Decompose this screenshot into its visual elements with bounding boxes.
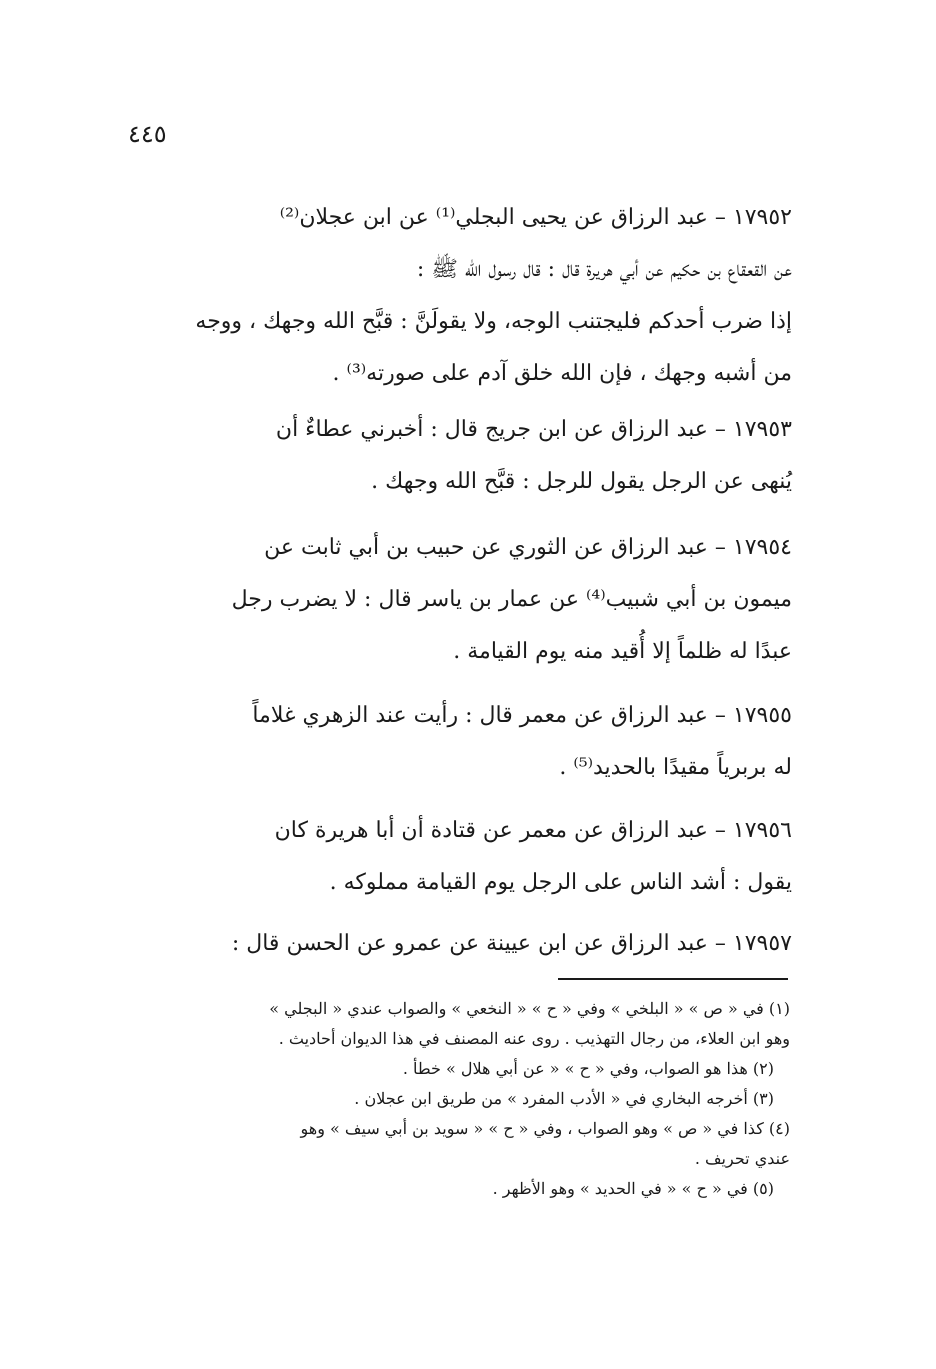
footnote-line: عندي تحريف . xyxy=(694,1149,790,1168)
hadith-entry-17957 xyxy=(122,918,792,970)
page-number: ٤٤٥ xyxy=(128,120,167,148)
footnotes xyxy=(122,994,790,1204)
text-line: ميمون بن أبي شبيب⁽⁴⁾ عن عمار بن ياسر قال : لا يضرب رجل xyxy=(231,587,792,612)
text-line: له بربرياً مقيدًا بالحديد⁽⁵⁾ . xyxy=(559,755,792,780)
text-line: ١٧٩٥٦ – عبد الرزاق عن معمر عن قتادة أن أبا هريرة كان xyxy=(274,818,792,843)
hadith-entry-17955 xyxy=(122,690,792,794)
text-line: ١٧٩٥٣ – عبد الرزاق عن ابن جريج قال : أخبرني عطاءٌ أن xyxy=(275,417,792,442)
text-line: من أشبه وجهك ، فإن الله خلق آدم على صورته⁽³⁾ . xyxy=(332,361,792,386)
hadith-entry-17952 xyxy=(122,192,792,400)
footnote-line: (٣) أخرجه البخاري في « الأدب المفرد » من طريق ابن عجلان . xyxy=(354,1089,774,1108)
text-line: يقول : أشد الناس على الرجل يوم القيامة مملوكه . xyxy=(329,870,792,895)
footnote-line: (٤) كذا في « ص » وهو الصواب ، وفي « ح » « سويد بن أبي سيف » وهو xyxy=(300,1119,790,1138)
hadith-entry-17953 xyxy=(122,404,792,508)
footnote-line: وهو ابن العلاء، من رجال التهذيب . روى عنه المصنف في هذا الديوان أحاديث . xyxy=(278,1029,790,1048)
footnote-separator xyxy=(558,978,788,980)
text-line: ١٧٩٥٢ – عبد الرزاق عن يحيى البجلي⁽¹⁾ عن ابن عجلان⁽²⁾ xyxy=(279,205,792,230)
text-line: ١٧٩٥٧ – عبد الرزاق عن ابن عيينة عن عمرو عن الحسن قال : xyxy=(231,931,792,956)
footnote-line: (١) في « ص » « البلخي » وفي « ح » « النخعي » والصواب عندي « البجلي » xyxy=(269,999,790,1018)
text-line: ١٧٩٥٤ – عبد الرزاق عن الثوري عن حبيب بن أبي ثابت عن xyxy=(264,535,792,560)
text-line: إذا ضرب أحدكم فليجتنب الوجه، ولا يقولَنَّ : قبَّح الله وجهك ، ووجه xyxy=(195,309,792,334)
hadith-entry-17956 xyxy=(122,805,792,909)
text-line: عن القعقاع بن حكيم عن أبي هريرة قال : قال رسول الله ﷺ : xyxy=(416,257,792,282)
hadith-entry-17954 xyxy=(122,522,792,678)
text-line: عبدًا له ظلماً إلا أُقيد منه يوم القيامة . xyxy=(453,639,792,664)
footnote-line: (٥) في « ح » « في الحديد » وهو الأظهر . xyxy=(492,1179,774,1198)
text-line: ١٧٩٥٥ – عبد الرزاق عن معمر قال : رأيت عند الزهري غلاماً xyxy=(252,703,792,728)
text-line: يُنهى عن الرجل يقول للرجل : قبَّح الله وجهك . xyxy=(371,469,792,494)
footnote-line: (٢) هذا هو الصواب، وفي « ح » « عن أبي هلال » خطأ . xyxy=(402,1059,774,1078)
